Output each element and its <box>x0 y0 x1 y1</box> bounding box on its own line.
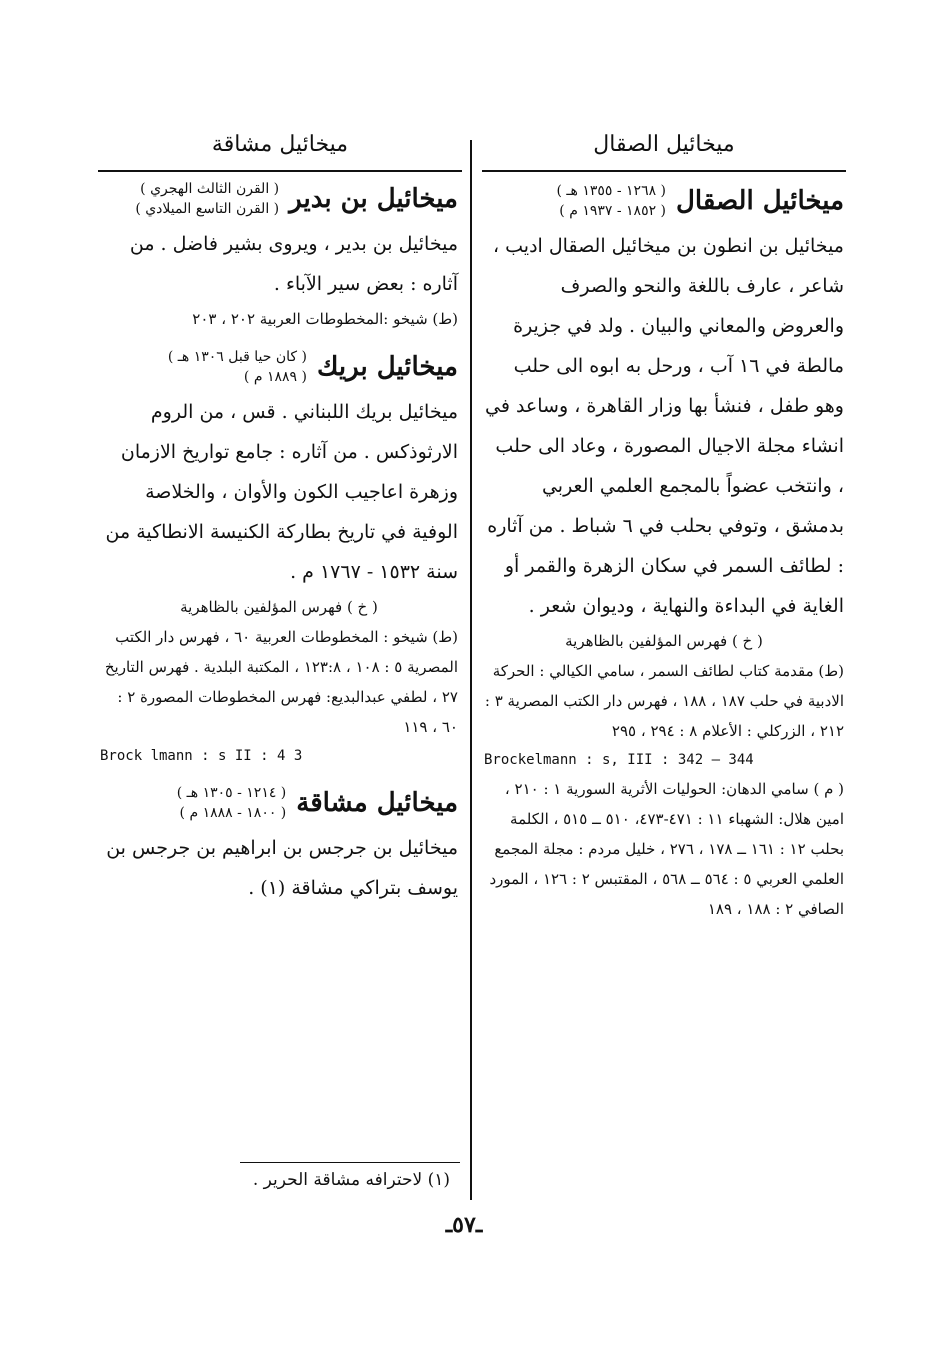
entry-dates <box>556 181 666 221</box>
dates-gregorian: ( ١٨٠٠ - ١٨٨٨ م ) <box>179 805 287 821</box>
entry-body: ميخائيل بن جرجس بن ابراهيم بن جرجس بن يوسف بتراكي مشاقة (١) . <box>106 837 458 899</box>
entry-name: ميخائيل بن بدير <box>289 184 458 214</box>
entry-dates <box>135 179 279 219</box>
entry-header <box>100 782 458 824</box>
footnote: (١) لاحترافه مشاقة الحرير . <box>252 1170 450 1190</box>
entry-header <box>100 178 458 220</box>
header-rule-left <box>98 170 462 172</box>
entry-dates <box>168 347 307 387</box>
source-printed: (ط) شيخو : المخطوطات العربية ٦٠ ، فهرس دار الكتب المصرية ٥ : ١٠٨ ، ١٢٣:٨ ، المكتبة البلدية . فهرس التاريخ ٢٧ ، لطفي عبدالبديع: فهرس المخطوطات المصورة ٢ : ٦٠ ، ١١٩ <box>104 628 458 736</box>
dates-hijri: ( كان حيا قبل ١٣٠٦ هـ ) <box>167 349 307 365</box>
reference-latin: Brockelmann : s, III : 342 — 344 <box>484 752 754 768</box>
dates-hijri: ( ١٢٦٨ - ١٣٥٥ هـ ) <box>556 183 667 199</box>
entry-name: ميخائيل الصقال <box>676 186 844 216</box>
dates-hijri: ( القرن الثالث الهجري ) <box>140 181 280 197</box>
dates-gregorian: ( ١٨٨٩ م ) <box>243 369 307 385</box>
entry-name: ميخائيل بريك <box>316 352 458 382</box>
right-column <box>484 180 844 924</box>
source-printed: (ط) شيخو :المخطوطات العربية ٢٠٢ ، ٢٠٣ <box>192 310 458 328</box>
dates-gregorian: ( ١٨٥٢ - ١٩٣٧ م ) <box>559 203 667 219</box>
entry-header <box>484 180 844 222</box>
entry-body: ميخائيل بن انطون بن ميخائيل الصقال اديب ، شاعر ، عارف باللغة والنحو والصرف والعروض والمعاني والبيان . ولد في جزيرة مالطة في ١٦ آب ، ورحل به ابوه الى حلب وهو طفل ، فنشأ بها وزار القاهرة ، وساعد في انشاء مجلة الاجيال المصورة ، وعاد الى حلب ، وانتخب عضواً بالمجمع العلمي العربي بدمشق ، وتوفي بحلب في ٦ شباط . من آثاره : لطائف السمر في سكان الزهرة والقمر أو الغاية في البداءة والنهاية ، وديوان شعر . <box>485 235 844 617</box>
footnote-rule <box>240 1162 460 1163</box>
reference-latin: Brock lmann : s II : 4 3 <box>100 748 303 764</box>
source-manuscripts: ( خ ) فهرس المؤلفين بالظاهرية <box>180 598 378 616</box>
left-column <box>100 178 458 908</box>
source-printed: (ط) مقدمة كتاب لطائف السمر ، سامي الكيالي : الحركة الادبية في حلب ١٨٧ ، ١٨٨ ، فهرس دار الكتب المصرية ٣ : ٢١٢ ، الزركلي : الأعلام ٨ : ٢٩٤ ، ٢٩٥ <box>484 662 844 740</box>
page-number: ـ٥٧ـ <box>445 1212 483 1238</box>
source-manuscripts: ( خ ) فهرس المؤلفين بالظاهرية <box>565 632 763 650</box>
dates-gregorian: ( القرن التاسع الميلادي ) <box>135 201 280 217</box>
entry-body: ميخائيل بريك اللبناني . قس ، من الروم الارثوذكس . من آثاره : جامع تواريخ الازمان وزهرة اعاجيب الكون والأوان ، والخلاصة الوفية في تاريخ بطاركة الكنيسة الانطاكية من سنة ١٥٣٢ - ١٧٦٧ م . <box>105 401 458 583</box>
entry-header <box>100 346 458 388</box>
column-divider <box>470 140 472 1200</box>
entry-dates <box>177 783 287 823</box>
entry-body: ميخائيل بن بدير ، ويروى بشير فاضل . من آثاره : بعض سير الآباء . <box>129 233 458 295</box>
header-left: ميخائيل مشاقة <box>211 132 349 157</box>
source-articles: ( م ) سامي الدهان: الحوليات الأثرية السورية ١ : ٢١٠ ، امين هلال: الشهباء ١١ : ٤٧١-٤٧٣، ٥١٠ ــ ٥١٥ ، الكلمة بحلب ١٢ : ١٦١ ــ ١٧٨ ، ٢٧٦ ، خليل مردم : مجلة المجمع العلمي العربي ٥ : ٥٦٤ ــ ٥٦٨ ، المقتبس ٢ : ١٢٦ ، المورد الصافي ٢ : ١٨٨ ، ١٨٩ <box>489 780 844 918</box>
header-rule-right <box>482 170 846 172</box>
entry-name: ميخائيل مشاقة <box>296 788 458 818</box>
dates-hijri: ( ١٢١٤ - ١٣٠٥ هـ ) <box>176 785 287 801</box>
header-right: ميخائيل الصقال <box>593 132 735 157</box>
